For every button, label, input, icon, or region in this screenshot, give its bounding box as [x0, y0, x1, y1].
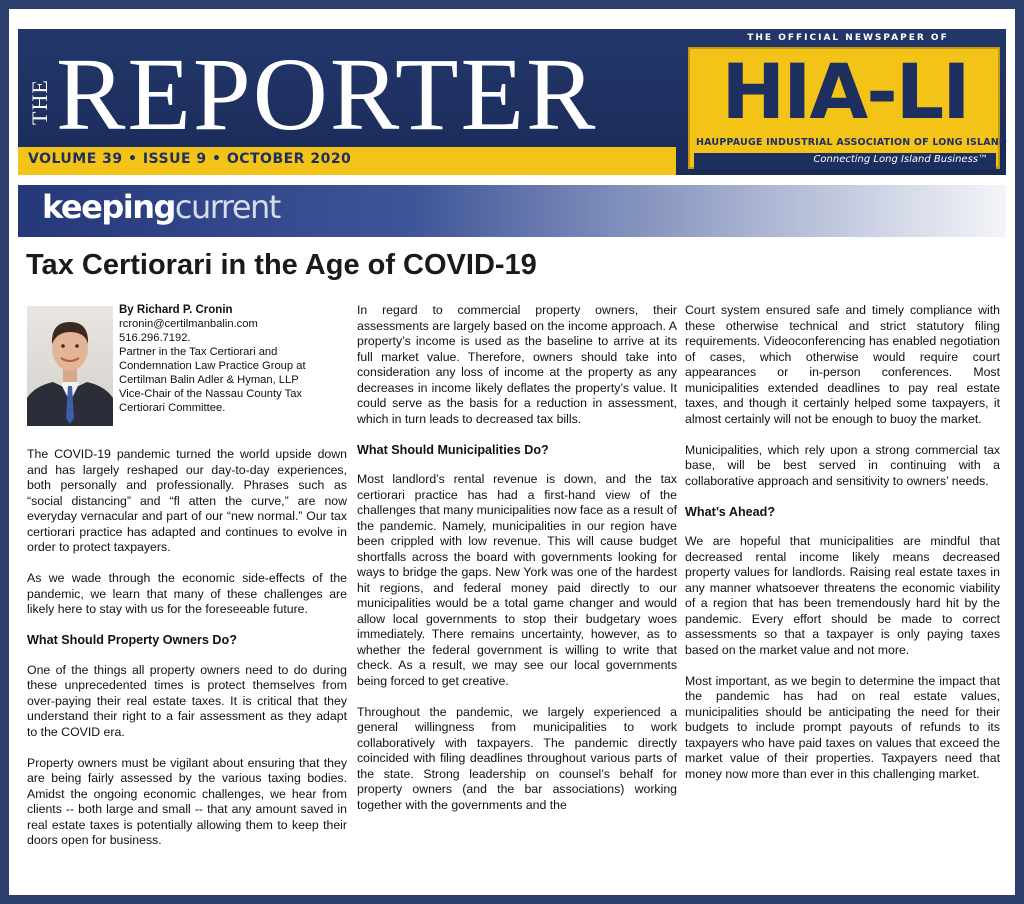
- section-banner: [18, 185, 1006, 237]
- paragraph: The COVID-19 pandemic turned the world upside down and has largely reshaped our day-to-day experiences, both personally and professionally. Phrases such as “social distancing” and “fl atten the curve,” are now everyday vernacular and part of our “new normal.” Our tax certiorari practice has adapted and continues to evolve in order to protect taxpayers.: [27, 447, 347, 554]
- hiali-tagline: Connecting Long Island Business™: [813, 154, 988, 165]
- article-column-2: [357, 303, 677, 829]
- section-title-current: current: [174, 188, 280, 226]
- author-email: rcronin@certilmanbalin.com: [119, 318, 258, 330]
- volume-issue-date: VOLUME 39 • ISSUE 9 • OCTOBER 2020: [28, 151, 352, 167]
- paragraph: In regard to commercial property owners, their assessments are largely based on the income approach. A property’s income is used as the baseline to arrive at its full market value. Therefore, owners should take into consideration any loss of income at the property as any decreases in income likely deflates the property’s value. It could serve as the basis for a reduction in assessment, which in turn leads to decreased tax bills.: [357, 303, 677, 426]
- newspaper-page: [9, 9, 1015, 895]
- masthead-the: THE: [27, 79, 52, 125]
- masthead: [18, 29, 1006, 175]
- subheading-property-owners: What Should Property Owners Do?: [27, 633, 237, 647]
- author-role-line: Partner in the Tax Certiorari and: [119, 346, 278, 358]
- author-role-line: Certiorari Committee.: [119, 402, 226, 414]
- author-role-line: Certilman Balin Adler & Hyman, LLP: [119, 374, 299, 386]
- paragraph: Most important, as we begin to determine the impact that the pandemic has had on real estate values, municipalities should be anticipating the need for their budgets to include prompt payouts of refunds to its taxpayers who have paid taxes on values that exceed the market value of their properties. Taxpayers need that money now more than ever in this challenging market.: [685, 673, 1000, 781]
- official-newspaper-line: THE OFFICIAL NEWSPAPER OF: [747, 33, 949, 43]
- article-column-3: [685, 303, 1000, 798]
- masthead-title: REPORTER: [56, 45, 598, 145]
- section-title: [42, 188, 280, 226]
- paragraph: One of the things all property owners need to do during these unprecedented times is protect themselves from over-paying their real estate taxes. It is critical that they understand their right to a fair assessment as they adapt to the COVID era.: [27, 662, 347, 739]
- subheading-municipalities: What Should Municipalities Do?: [357, 442, 549, 457]
- hiali-logo: [688, 47, 1008, 169]
- paragraph: Court system ensured safe and timely compliance with these otherwise technical and strict statutory filing requirements. Videoconferencing has enabled negotiation of cases, which otherwise would require court appearances or in-person conferences. Most municipalities extended deadlines to pay real estate taxes, and though it certainly helped some taxpayers, it almost certainly will not be enough to buoy the market.: [685, 303, 1000, 426]
- author-byline: By Richard P. Cronin: [119, 304, 233, 316]
- paragraph: As we wade through the economic side-effects of the pandemic, we learn that many of these challenges are likely here to stay with us for the foreseeable future.: [27, 571, 347, 616]
- author-portrait-icon: [27, 306, 113, 426]
- article-headline: Tax Certiorari in the Age of COVID-19: [26, 249, 537, 281]
- paragraph: Property owners must be vigilant about ensuring that they are being fairly assessed by the various taxing bodies. Amidst the ongoing economic challenges, we hear from clients -- both large and small -- that any amount saved in real estate taxes is potentially allowing them to keep their doors open for business.: [27, 755, 347, 847]
- author-role-line: Condemnation Law Practice Group at: [119, 360, 306, 372]
- paragraph: Municipalities, which rely upon a strong commercial tax base, will be best served in continuing with a collaborative approach and sensitivity to owners’ needs.: [685, 442, 1000, 488]
- author-role-line: Vice-Chair of the Nassau County Tax: [119, 388, 303, 400]
- tagline-band: [694, 153, 996, 169]
- hiali-logo-text: HIA-LI: [721, 47, 969, 136]
- author-info: [119, 303, 349, 415]
- section-title-keeping: keeping: [42, 188, 175, 226]
- author-phone: 516.296.7192.: [119, 332, 191, 344]
- volume-bar: [18, 147, 676, 175]
- paragraph: Most landlord’s rental revenue is down, and the tax certiorari practice has had a first-hand view of the challenges that many municipalities now face as a result of the pandemic. Namely, municipalities in our region have been crippled with low revenue. This will cause budget shortfalls across the board with governments looking for ways to bridge the gaps. New York was one of the hardest hit regions, and federal money paid directly to our municipalities would be a total game changer and would allow local governments to stop their budgetary woes immediately. There remains uncertainty, however, as to whether the federal government is willing to write that check. As a result, we may see our local governments being forced to get creative.: [357, 472, 677, 688]
- paragraph: We are hopeful that municipalities are mindful that decreased rental income likely means decreased property values for landlords. Raising real estate taxes in any manner whatsoever threatens the economic viability of a region that has been tremendously hard hit by the pandemic. Every effort should be made to correct assessments so that a taxpayer is only paying taxes based on the market value and not more.: [685, 534, 1000, 657]
- paragraph: Throughout the pandemic, we largely experienced a general willingness from municipalities to work collaboratively with taxpayers. The pandemic directly coincided with filing deadlines throughout various parts of the state. Strong leadership on counsel’s behalf for property owners (and the bar associations) working together with the governments and the: [357, 704, 677, 812]
- author-photo: [27, 306, 113, 426]
- subheading-whats-ahead: What’s Ahead?: [685, 504, 776, 519]
- article-column-1: [27, 447, 347, 864]
- hiali-full-name: HAUPPAUGE INDUSTRIAL ASSOCIATION OF LONG ISLAND: [696, 137, 1008, 148]
